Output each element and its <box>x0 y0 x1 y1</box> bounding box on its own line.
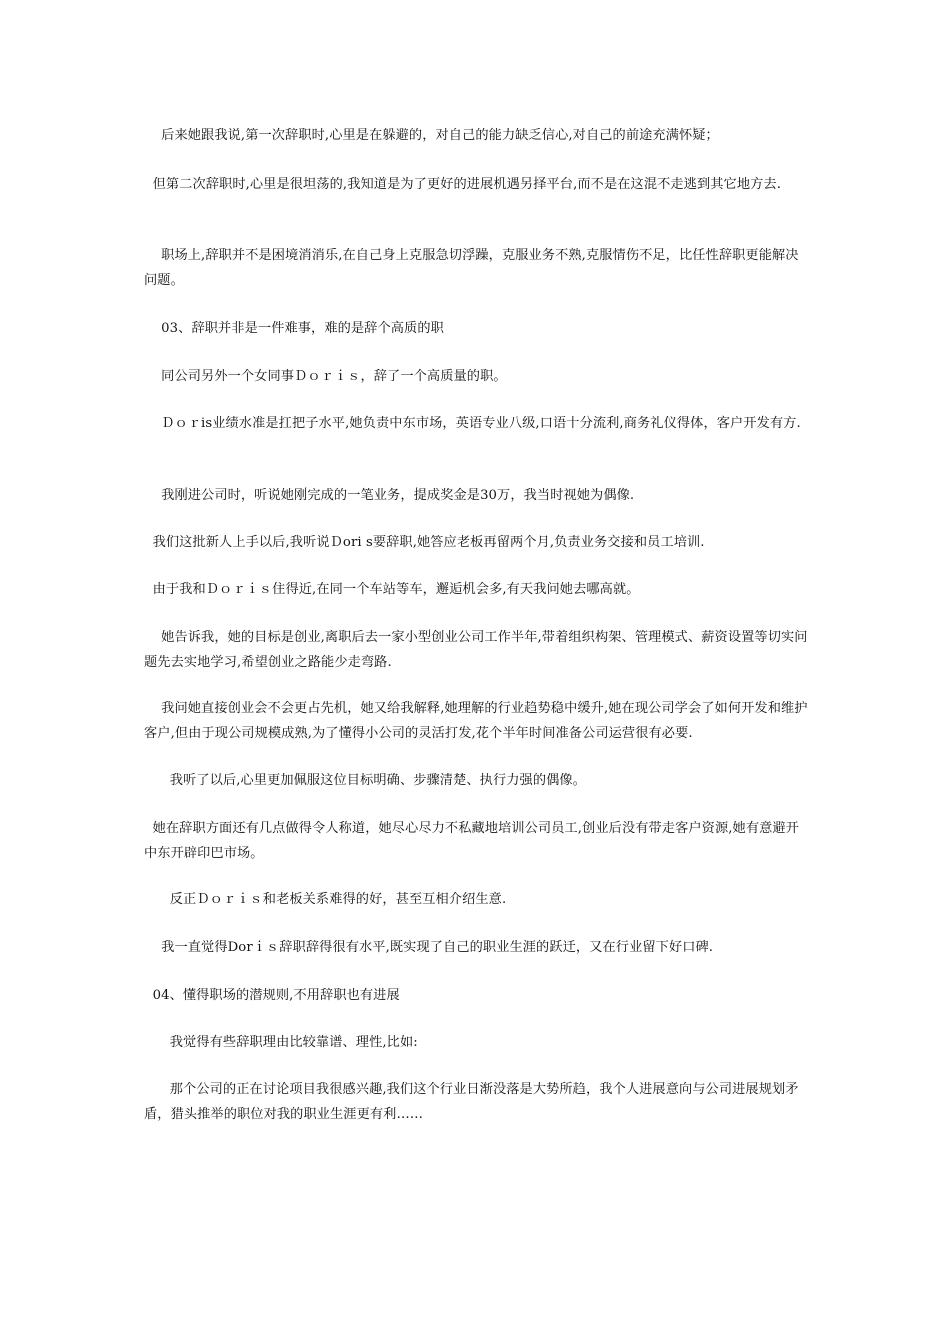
paragraph-13: 她在辞职方面还有几点做得令人称道，她尽心尽力不私藏地培训公司员工,创业后没有带走客户资源,她有意避开中东开辟印巴市场。 <box>144 821 799 861</box>
paragraph-15: 我一直觉得Dorｉｓ辞职辞得很有水平,既实现了自己的职业生涯的跃迁，又在行业留下好口碑. <box>144 940 714 955</box>
paragraph-3: 职场上,辞职并不是困境消消乐,在自己身上克服急切浮躁，克服业务不熟,克服情伤不足，比任性辞职更能解决问题。 <box>144 248 799 288</box>
paragraph-9: 由于我和Ｄｏｒｉｓ住得近,在同一个车站等车，邂逅机会多,有天我问她去哪高就。 <box>144 582 640 597</box>
paragraph-7: 我刚进公司时，听说她刚完成的一笔业务，提成奖金是30万，我当时视她为偶像. <box>144 488 635 503</box>
paragraph-12: 我听了以后,心里更加佩服这位目标明确、步骤清楚、执行力强的偶像。 <box>144 773 586 788</box>
paragraph-2: 但第二次辞职时,心里是很坦荡的,我知道是为了更好的进展机遇另择平台,而不是在这混不走逃到其它地方去. <box>144 177 781 192</box>
paragraph-1: 后来她跟我说,第一次辞职时,心里是在躲避的，对自己的能力缺乏信心,对自己的前途充满怀疑； <box>144 128 719 143</box>
paragraph-14: 反正Ｄｏｒｉｓ和老板关系难得的好，甚至互相介绍生意. <box>144 892 507 907</box>
paragraph-8: 我们这批新人上手以后,我听说Ｄori s要辞职,她答应老板再留两个月,负责业务交接和员工培训. <box>144 535 705 550</box>
section-heading-03: 03、辞职并非是一件难事，难的是辞个高质的职 <box>144 321 444 336</box>
paragraph-5: 同公司另外一个女同事Ｄｏｒｉｓ，辞了一个高质量的职。 <box>144 369 507 384</box>
paragraph-6: Ｄｏｒis业绩水准是扛把子水平,她负责中东市场，英语专业八级,口语十分流利,商务礼仪得体，客户开发有方. <box>144 416 801 431</box>
section-heading-04: 04、懂得职场的潜规则,不用辞职也有进展 <box>144 988 400 1003</box>
paragraph-17: 我觉得有些辞职理由比较靠谱、理性,比如: <box>144 1035 418 1050</box>
paragraph-11: 我问她直接创业会不会更占先机，她又给我解释,她理解的行业趋势稳中缓升,她在现公司学会了如何开发和维护客户,但由于现公司规模成熟,为了懂得小公司的灵活打发,花个半年时间准备公司运营很有必要. <box>144 701 808 741</box>
paragraph-10: 她告诉我，她的目标是创业,离职后去一家小型创业公司工作半年,带着组织构架、管理模式、薪资设置等切实问题先去实地学习,希望创业之路能少走弯路. <box>144 630 808 670</box>
paragraph-18: 那个公司的正在讨论项目我很感兴趣,我们这个行业日渐没落是大势所趋，我个人进展意向与公司进展规划矛盾，猎头推举的职位对我的职业生涯更有利…… <box>144 1082 799 1122</box>
